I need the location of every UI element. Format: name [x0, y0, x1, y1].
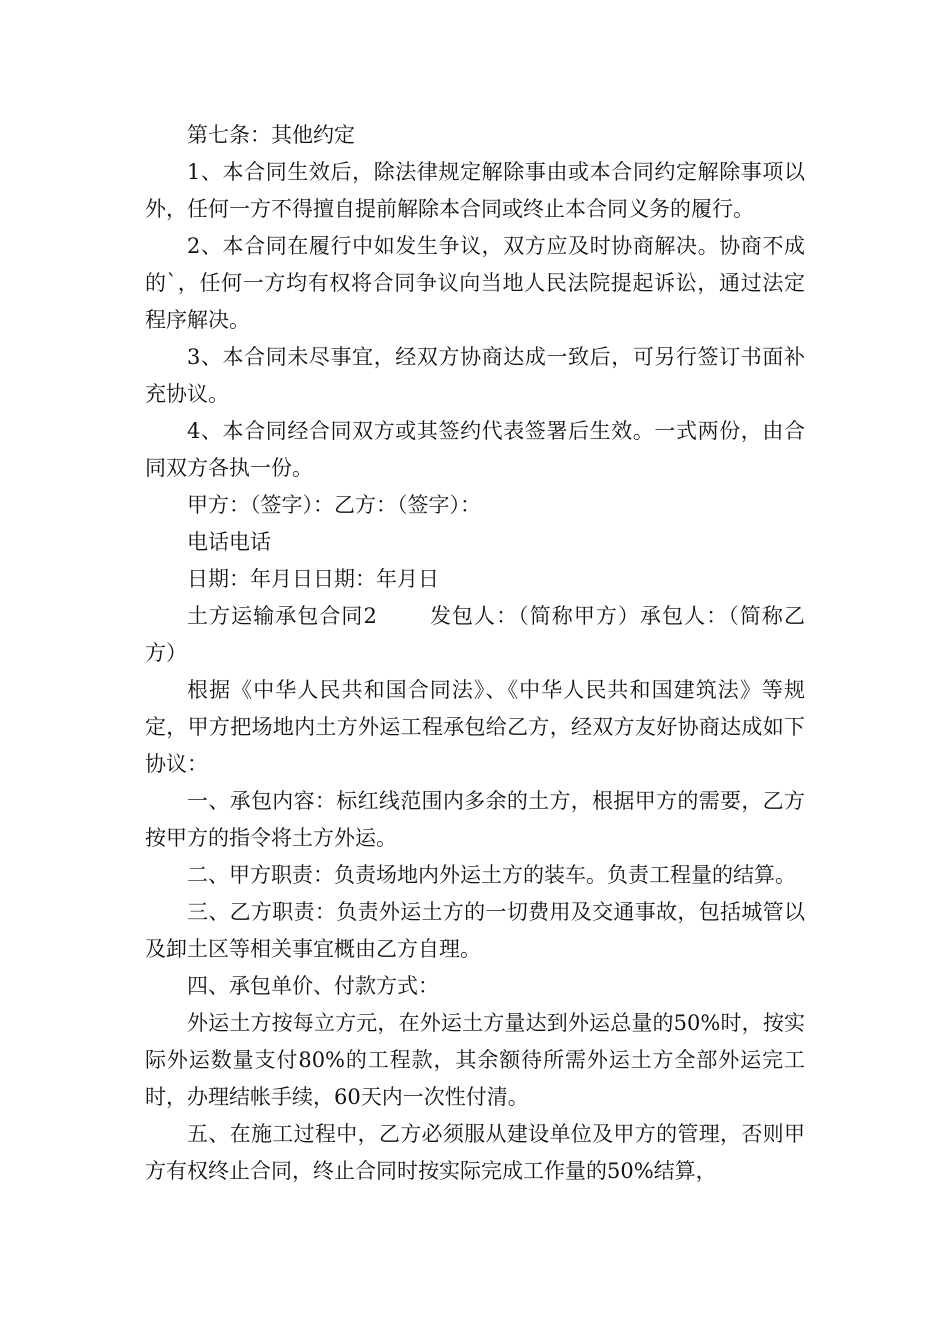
preamble: 根据《中华人民共和国合同法》、《中华人民共和国建筑法》等规定，甲方把场地内土方外运工程承包给乙方，经双方友好协商达成如下协议：: [145, 678, 805, 776]
item-1-scope: 一、承包内容：标红线范围内多余的土方，根据甲方的需要，乙方按甲方的指令将土方外运。: [145, 789, 805, 850]
article-7-heading: 第七条：其他约定: [187, 123, 355, 147]
signature-line: 甲方：（签字）：乙方：（签字）：: [187, 493, 481, 517]
clause-3: 3、本合同未尽事宜，经双方协商达成一致后，可另行签订书面补充协议。: [145, 345, 805, 406]
contract-2-title: 土方运输承包合同2: [187, 604, 377, 628]
date-line: 日期：年月日日期：年月日: [187, 567, 439, 591]
clause-2: 2、本合同在履行中如发生争议，双方应及时协商解决。协商不成的`，任何一方均有权将合同争议向当地人民法院提起诉讼，通过法定程序解决。: [145, 234, 805, 332]
document-body: [145, 117, 805, 1190]
clause-4: 4、本合同经合同双方或其签约代表签署后生效。一式两份，由合同双方各执一份。: [145, 419, 805, 480]
item-2-party-a-duties: 二、甲方职责：负责场地内外运土方的装车。负责工程量的结算。: [187, 863, 796, 887]
item-4-heading: 四、承包单价、付款方式：: [187, 974, 439, 998]
contract-2-header: [145, 598, 805, 672]
item-4-payment-terms: 外运土方按每立方元，在外运土方量达到外运总量的50%时，按实际外运数量支付80%的工程款，其余额待所需外运土方全部外运完工时，办理结帐手续，60天内一次性付清。: [145, 1011, 805, 1109]
clause-1: 1、本合同生效后，除法律规定解除事由或本合同约定解除事项以外，任何一方不得擅自提前解除本合同或终止本合同义务的履行。: [145, 160, 805, 221]
item-3-party-b-duties: 三、乙方职责：负责外运土方的一切费用及交通事故，包括城管以及卸土区等相关事宜概由乙方自理。: [145, 900, 805, 961]
contract-2-parties: 发包人：（简称甲方）承包人：（简称乙方）: [145, 604, 805, 665]
phone-line: 电话电话: [187, 530, 271, 554]
item-5-management: 五、在施工过程中，乙方必须服从建设单位及甲方的管理，否则甲方有权终止合同，终止合同时按实际完成工作量的50%结算，: [145, 1122, 805, 1183]
